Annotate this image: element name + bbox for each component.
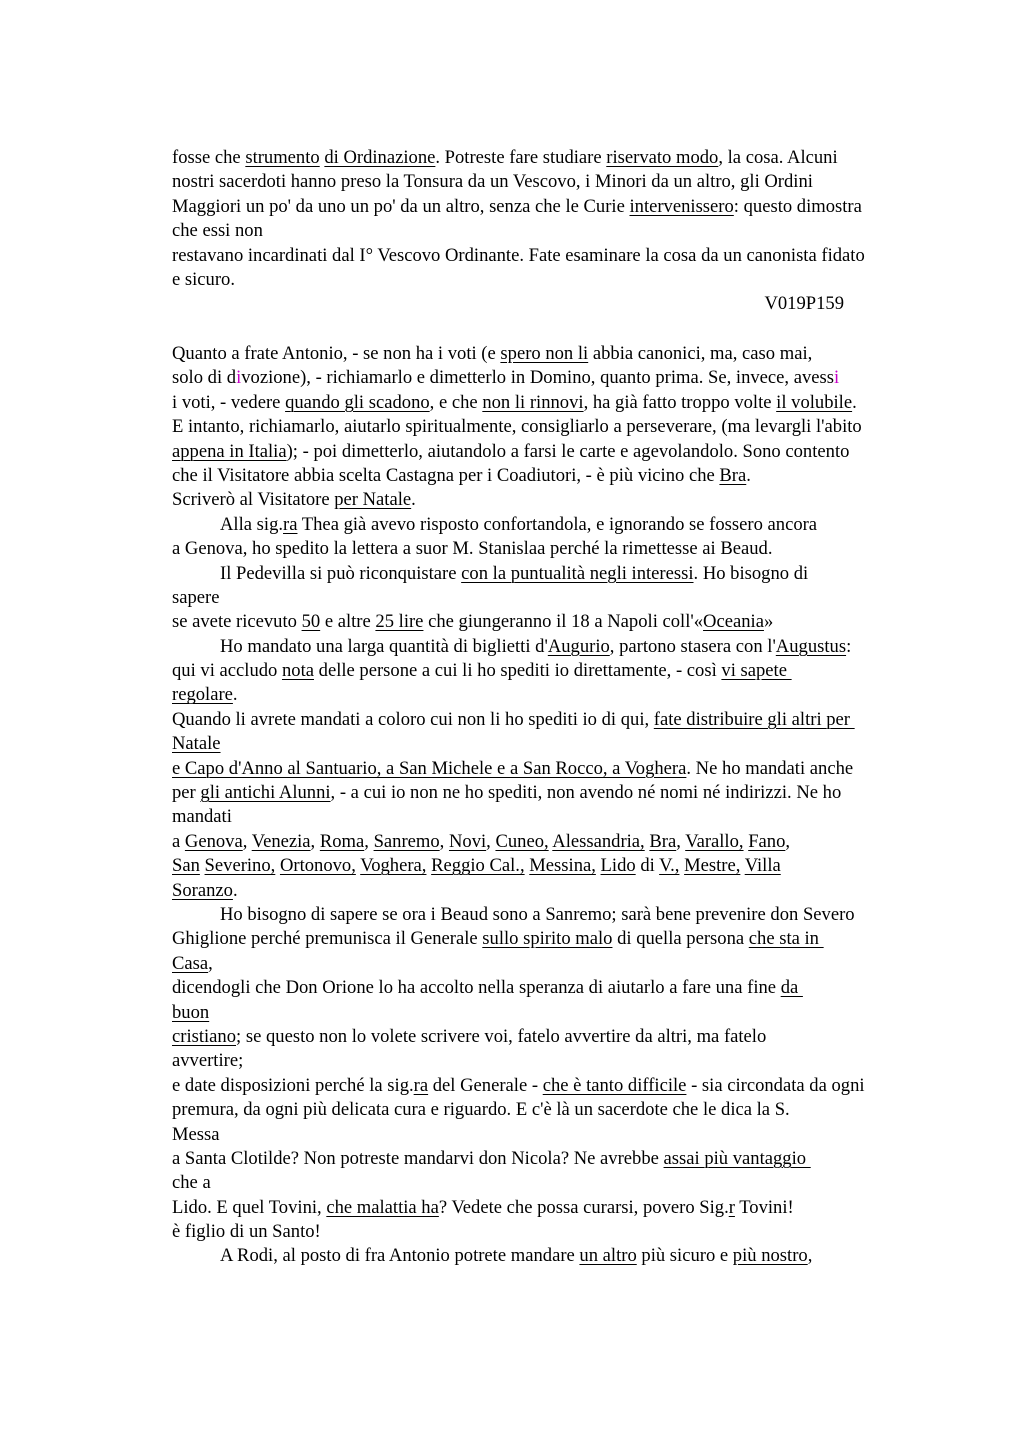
underlined-text: V.,	[659, 855, 680, 877]
text-run: Messa	[172, 1123, 220, 1145]
underlined-text: Fano	[748, 830, 786, 852]
underlined-text: fate distribuire gli altri per	[653, 708, 855, 730]
text-block-top	[172, 146, 972, 292]
underlined-text: Lido	[600, 855, 636, 877]
text-run: Il Pedevilla si può riconquistare	[220, 562, 462, 584]
text-line	[172, 195, 972, 219]
text-line	[172, 513, 972, 537]
text-run: e date disposizioni perché la sig.	[172, 1074, 414, 1096]
underlined-text: per Natale	[334, 489, 412, 511]
underlined-text: Reggio Cal.,	[431, 855, 525, 877]
text-run: che essi non	[172, 220, 263, 242]
text-run: Ho bisogno di sapere se ora i Beaud sono a Sanremo; sarà bene prevenire don Severo	[220, 903, 855, 925]
text-run: restavano incardinati dal I° Vescovo Ordinante. Fate esaminare la cosa da un canonista fidato	[172, 244, 865, 266]
text-run: .	[746, 464, 751, 486]
text-run: , e che	[429, 391, 483, 413]
text-run: ,	[807, 1245, 813, 1267]
text-line	[172, 805, 972, 829]
text-line	[172, 854, 972, 878]
text-run: .	[852, 391, 857, 413]
text-run: .	[232, 879, 238, 901]
text-run: i voti, - vedere	[172, 391, 286, 413]
text-line	[172, 635, 972, 659]
text-line	[172, 976, 972, 1000]
text-run: vozione), - richiamarlo e dimetterlo in Domino, quanto prima. Se, invece, avess	[241, 367, 834, 389]
text-run: Alla sig.	[220, 513, 284, 535]
text-line	[172, 146, 972, 170]
text-run: a Santa Clotilde? Non potreste mandarvi don Nicola? Ne avrebbe	[172, 1147, 664, 1169]
text-line	[172, 879, 972, 903]
underlined-text: Bra	[719, 464, 747, 486]
underlined-text: sullo spirito malo	[482, 928, 613, 950]
underlined-text: Ortonovo,	[279, 855, 356, 877]
text-line	[172, 391, 972, 415]
text-run: . Potreste fare studiare	[435, 147, 607, 168]
underlined-text: Venezia	[251, 830, 311, 852]
text-run: Maggiori un po' da uno un po' da un altro, senza che le Curie	[172, 195, 630, 217]
underlined-text: riservato modo	[606, 147, 719, 168]
text-run: .	[232, 684, 238, 706]
text-run: che il Visitatore abbia scelta Castagna per i Coadiutori, - è più vicino che	[172, 464, 720, 486]
text-line	[172, 732, 972, 756]
text-run: , partono stasera con l'	[609, 635, 776, 657]
underlined-text: Augustus	[775, 635, 847, 657]
text-run: Ho mandato una larga quantità di biglietti d'	[220, 635, 548, 657]
underlined-text: nota	[281, 660, 314, 682]
page-reference-line	[172, 292, 972, 316]
text-line	[172, 1244, 972, 1268]
text-run: - sia circondata da ogni	[686, 1074, 865, 1096]
text-line	[172, 170, 972, 194]
text-run: Quando li avrete mandati a coloro cui non li ho spediti io di qui,	[172, 708, 654, 730]
underlined-text: che sta in	[748, 928, 824, 950]
text-run: ,	[439, 830, 449, 852]
text-run: di quella persona	[612, 928, 749, 950]
underlined-text: e Capo d'Anno al Santuario, a San Michele e a San Rocco, a Voghera	[172, 757, 687, 779]
text-run: Lido. E quel Tovini,	[172, 1196, 327, 1218]
underlined-text: ra	[413, 1074, 429, 1096]
text-run: .	[411, 489, 416, 511]
text-run: sapere	[172, 586, 220, 608]
underlined-text: Messina,	[529, 855, 596, 877]
underlined-text: intervenissero	[629, 195, 734, 217]
text-line	[172, 659, 972, 683]
text-line	[172, 562, 972, 586]
underlined-text: Roma	[319, 830, 365, 852]
text-line	[172, 781, 972, 805]
text-run: ); - poi dimetterlo, aiutandolo a farsi le carte e agevolandolo. Sono contento	[286, 440, 850, 462]
text-run: fosse che	[172, 147, 246, 168]
text-line	[172, 1196, 972, 1220]
underlined-text: r	[728, 1196, 735, 1218]
text-run: solo di d	[172, 367, 237, 389]
text-run: , ha già fatto troppo volte	[583, 391, 777, 413]
underlined-text: Genova	[184, 830, 243, 852]
underlined-text: Varallo,	[685, 830, 744, 852]
underlined-text: spero non li	[500, 343, 589, 364]
underlined-text: Natale	[172, 733, 221, 755]
underlined-text: Soranzo	[172, 879, 233, 901]
text-run: ,	[310, 830, 320, 852]
underlined-text: Sanremo	[373, 830, 440, 852]
text-run: »	[763, 611, 774, 633]
text-run: ,	[676, 830, 686, 852]
text-run: mandati	[172, 806, 232, 828]
underlined-text: Augurio	[547, 635, 610, 657]
text-run: se avete ricevuto	[172, 611, 302, 633]
text-run: a Genova, ho spedito la lettera a suor M. Stanislaa perché la rimettesse ai Beaud.	[172, 538, 773, 560]
text-run: Scriverò al Visitatore	[172, 489, 335, 511]
underlined-text: Voghera,	[360, 855, 427, 877]
text-run: E intanto, richiamarlo, aiutarlo spiritualmente, consigliarlo a perseverare, (ma levargli l'abito	[172, 416, 862, 438]
text-run: e altre	[320, 611, 376, 633]
text-line	[172, 537, 972, 561]
text-run: e sicuro.	[172, 268, 235, 290]
text-line	[172, 1147, 972, 1171]
text-line	[172, 757, 972, 781]
text-line	[172, 415, 972, 439]
text-run: a	[172, 830, 185, 852]
text-run: avvertire;	[172, 1050, 244, 1072]
underlined-text: ra	[283, 513, 298, 535]
text-run: premura, da ogni più delicata cura e riguardo. E c'è là un sacerdote che le dica la S.	[172, 1099, 790, 1121]
highlighted-letter: i	[236, 367, 242, 389]
page-reference: V019P159	[764, 293, 844, 314]
text-run: . Ne ho mandati anche	[686, 757, 854, 779]
text-line	[172, 1171, 972, 1195]
text-run: Tovini!	[734, 1196, 794, 1218]
underlined-text: buon	[172, 1001, 210, 1023]
underlined-text: Alessandria,	[552, 830, 645, 852]
underlined-text: Casa	[172, 952, 209, 974]
text-run: è figlio di un Santo!	[172, 1221, 321, 1243]
text-run: del Generale -	[428, 1074, 543, 1096]
text-run: nostri sacerdoti hanno preso la Tonsura da un Vescovo, i Minori da un altro, gli Ordini	[172, 171, 813, 193]
underlined-text: Cuneo,	[495, 830, 549, 852]
underlined-text: Severino,	[204, 855, 276, 877]
underlined-text: cristiano	[172, 1025, 237, 1047]
underlined-text: da	[780, 977, 803, 999]
underlined-text: di Ordinazione	[324, 147, 436, 168]
text-run: di	[635, 855, 660, 877]
text-line	[172, 1098, 972, 1122]
text-line	[172, 488, 972, 512]
text-run: ,	[364, 830, 374, 852]
text-run: A Rodi, al posto di fra Antonio potrete mandare	[220, 1245, 580, 1267]
text-line	[172, 708, 972, 732]
text-run: per	[172, 782, 201, 804]
underlined-text: che malattia ha	[326, 1196, 439, 1218]
text-run: che a	[172, 1172, 211, 1194]
text-line	[172, 1220, 972, 1244]
text-run: ,	[242, 830, 252, 852]
text-run: ,	[208, 952, 213, 974]
text-line	[172, 1049, 972, 1073]
text-line	[172, 1074, 972, 1098]
underlined-text: Novi	[448, 830, 487, 852]
highlighted-letter: i	[834, 367, 840, 389]
text-run: ,	[486, 830, 496, 852]
text-line	[172, 464, 972, 488]
text-line	[172, 366, 972, 390]
text-run: ,	[785, 830, 791, 852]
underlined-text: non li rinnovi	[482, 391, 584, 413]
text-run: dicendogli che Don Orione lo ha accolto nella speranza di aiutarlo a fare una fine	[172, 977, 781, 999]
underlined-text: Oceania	[703, 611, 764, 633]
underlined-text: con la puntualità negli interessi	[461, 562, 694, 584]
text-run: Ghiglione perché premunisca il Generale	[172, 928, 483, 950]
text-line	[172, 610, 972, 634]
text-run: , - a cui io non ne ho spediti, non avendo né nomi né indirizzi. Ne ho	[330, 782, 842, 804]
text-run: , la cosa. Alcuni	[718, 147, 838, 168]
text-line	[172, 952, 972, 976]
text-run: Quanto a frate Antonio, - se non ha i voti (e	[172, 343, 501, 364]
text-line	[172, 903, 972, 927]
underlined-text: regolare	[172, 684, 233, 706]
underlined-text: un altro	[579, 1245, 637, 1267]
underlined-text: che è tanto difficile	[542, 1074, 687, 1096]
text-line	[172, 1001, 972, 1025]
text-line	[172, 244, 972, 268]
underlined-text: il volubile	[776, 391, 853, 413]
text-run: che giungeranno il 18 a Napoli coll'«	[423, 611, 704, 633]
text-line	[172, 830, 972, 854]
text-run: . Ho bisogno di	[693, 562, 809, 584]
underlined-text: quando gli scadono	[285, 391, 430, 413]
text-line	[172, 683, 972, 707]
text-line	[172, 1025, 972, 1049]
text-line	[172, 586, 972, 610]
text-run: ? Vedete che possa curarsi, povero Sig.	[438, 1196, 729, 1218]
text-line	[172, 219, 972, 243]
text-run: Thea già avevo risposto confortandola, e ignorando se fossero ancora	[297, 513, 818, 535]
underlined-text: strumento	[245, 147, 320, 168]
underlined-text: Bra	[649, 830, 677, 852]
text-run: :	[846, 635, 852, 657]
text-line	[172, 927, 972, 951]
text-run: abbia canonici, ma, caso mai,	[588, 343, 813, 364]
text-run: : questo dimostra	[733, 195, 862, 217]
underlined-text: Villa	[744, 855, 781, 877]
text-run: delle persone a cui li ho spediti io direttamente, - così	[314, 660, 722, 682]
text-line	[172, 1123, 972, 1147]
underlined-text: San	[172, 855, 200, 877]
text-run: più sicuro e	[636, 1245, 733, 1267]
underlined-text: gli antichi Alunni	[200, 782, 331, 804]
underlined-text: 50	[301, 611, 321, 633]
underlined-text: 25 lire	[375, 611, 424, 633]
text-run: qui vi accludo	[172, 660, 282, 682]
underlined-text: più nostro	[732, 1245, 808, 1267]
text-line	[172, 268, 972, 292]
text-block-main	[172, 342, 972, 1269]
underlined-text: Mestre,	[684, 855, 741, 877]
text-line	[172, 342, 972, 366]
underlined-text: appena in Italia	[172, 440, 287, 462]
underlined-text: assai più vantaggio	[663, 1147, 811, 1169]
text-line	[172, 440, 972, 464]
text-run: ; se questo non lo volete scrivere voi, fatelo avvertire da altri, ma fatelo	[236, 1025, 767, 1047]
underlined-text: vi sapete	[721, 660, 792, 682]
